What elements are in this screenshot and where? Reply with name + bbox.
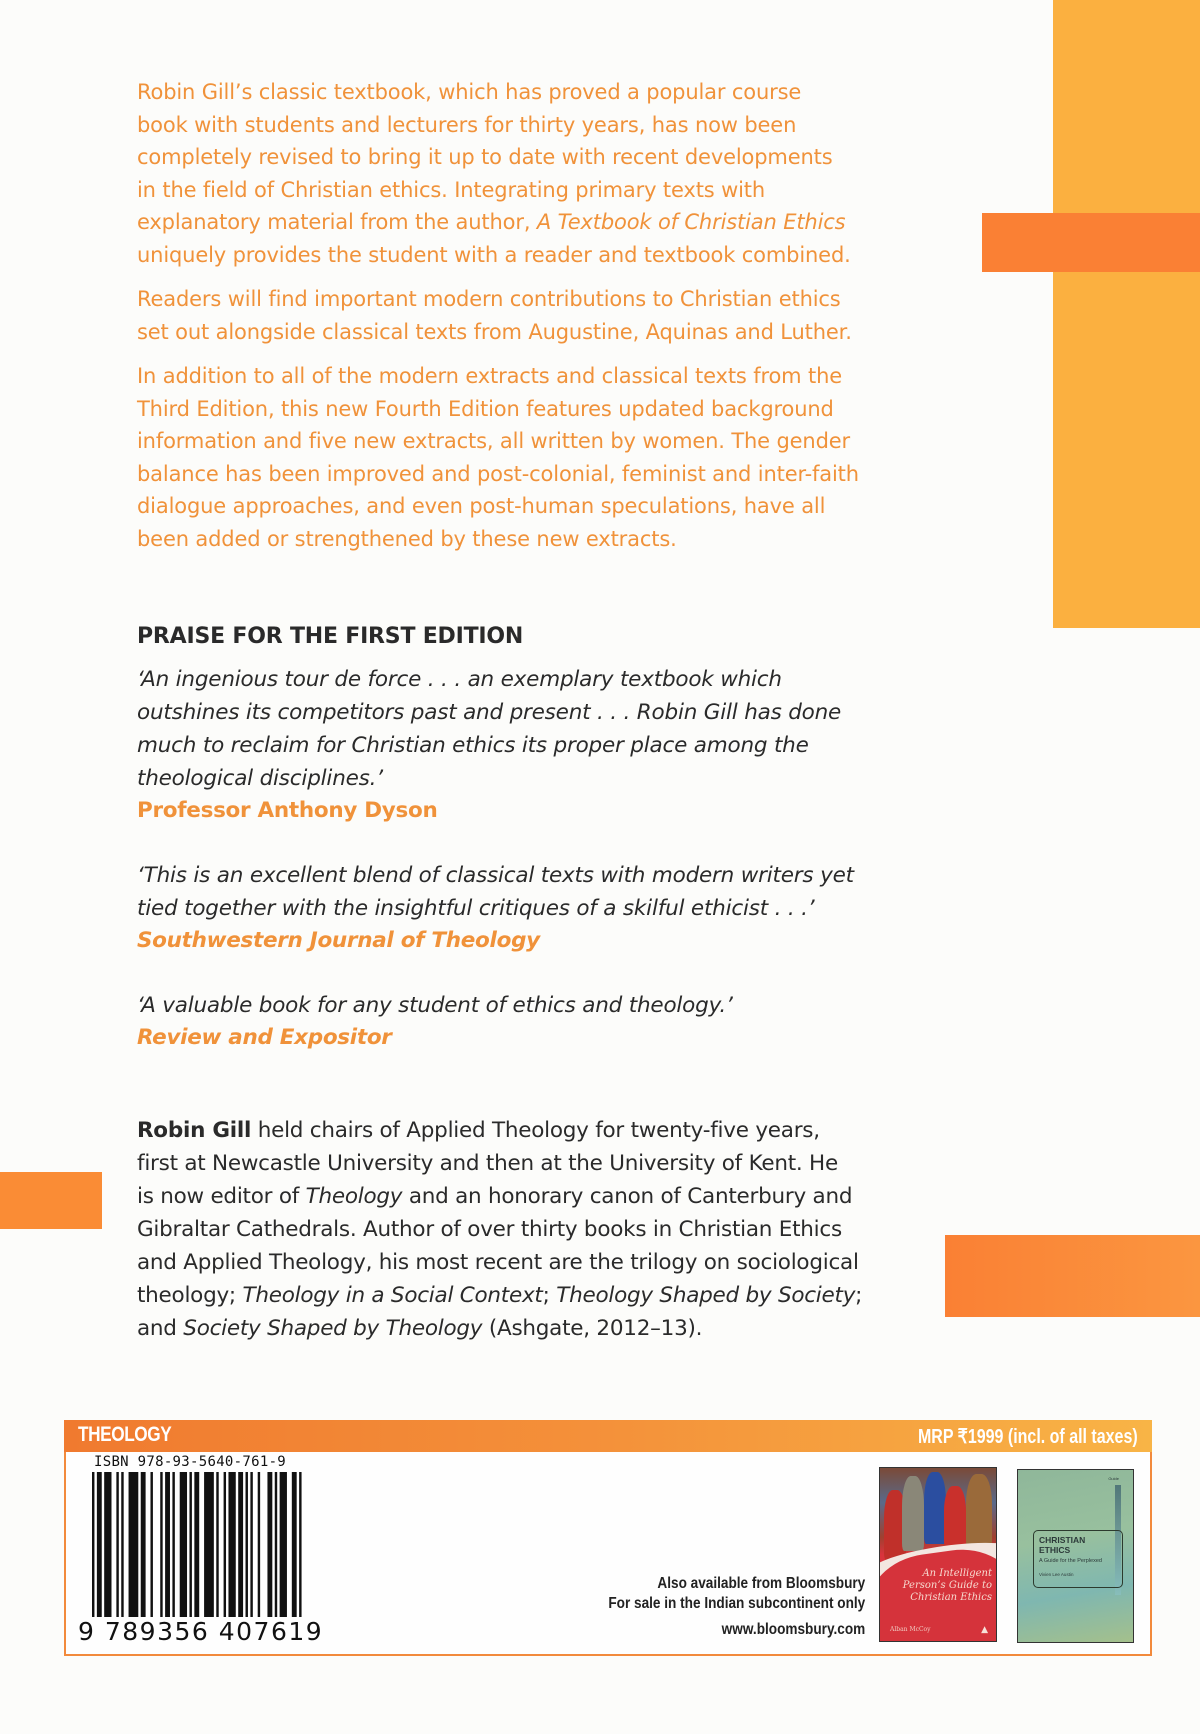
isbn-label: ISBN 978-93-5640-761-9 — [94, 1454, 287, 1470]
blurb-line: set out alongside classical texts from Augustine, Aquinas and Luther. — [137, 319, 852, 344]
review-3 — [137, 989, 937, 1054]
barcode-bar — [180, 1472, 187, 1618]
barcode-bar — [292, 1472, 297, 1618]
quote-line: tied together with the insightful critiques of a skilful ethicist . . .’ — [137, 896, 815, 921]
title-line: ETHICS — [1039, 1545, 1071, 1555]
barcode-bar — [280, 1472, 287, 1618]
review-source: Review and Expositor — [137, 1025, 392, 1050]
blurb-line: in the field of Christian ethics. Integrating primary texts with — [137, 177, 766, 202]
blurb-line: In addition to all of the modern extracts and classical texts from the — [137, 364, 843, 388]
barcode-bar — [250, 1472, 252, 1618]
book-title-italic: A Textbook of Christian Ethics — [536, 210, 846, 234]
bio-line: (Ashgate, 2012–13). — [482, 1316, 703, 1341]
review-quote — [137, 989, 937, 1022]
review-quote — [137, 859, 937, 925]
barcode-bar — [116, 1472, 118, 1618]
quote-line: ‘An ingenious tour de force . . . an exemplary textbook which — [137, 667, 782, 692]
quote-line: theological disciplines.’ — [137, 766, 383, 791]
barcode-digit-group: 407619 — [218, 1617, 324, 1646]
blurb-paragraph-3 — [137, 360, 937, 555]
barcode-bar — [299, 1472, 301, 1630]
blurb-line: uniquely provides the student with a reader and textbook combined. — [137, 242, 851, 267]
decorative-orange-bar-top — [982, 213, 1200, 272]
related-book-author: Vivien Lee Austin — [1039, 1572, 1074, 1577]
category-label: THEOLOGY — [78, 1423, 172, 1446]
review-2 — [137, 859, 937, 957]
barcode-bar — [258, 1472, 260, 1618]
barcode-bar — [165, 1472, 170, 1618]
barcode-bar — [129, 1472, 139, 1618]
barcode-bar — [141, 1472, 146, 1618]
barcode-bar — [121, 1472, 123, 1618]
author-name: Robin Gill — [137, 1118, 252, 1143]
publisher-website-link[interactable]: www.bloomsbury.com — [721, 1621, 865, 1638]
barcode-bar — [194, 1472, 199, 1618]
bio-line: first at Newcastle University and then at the University of Kent. He — [137, 1151, 838, 1176]
barcode-bar — [204, 1472, 214, 1630]
quote-line: much to reclaim for Christian ethics its proper place among the — [137, 733, 809, 758]
also-available-text: Also available from Bloomsbury — [657, 1575, 865, 1592]
decorative-orange-bar-left — [0, 1172, 102, 1229]
decorative-amber-bar — [1053, 0, 1200, 628]
blurb-paragraph-2 — [137, 283, 937, 348]
separator: ; — [855, 1283, 863, 1308]
bio-line: and Applied Theology, his most recent are the trilogy on sociological — [137, 1250, 859, 1275]
barcode-bar — [92, 1472, 94, 1630]
decorative-orange-bar-right — [945, 1235, 1200, 1317]
cover-title-box — [1033, 1530, 1123, 1588]
review-source: Professor Anthony Dyson — [137, 798, 438, 823]
blurb-line: explanatory material from the author, — [137, 210, 537, 234]
barcode-bar — [275, 1472, 277, 1618]
journal-title-italic: Theology — [305, 1184, 403, 1209]
price-label: MRP ₹1999 (incl. of all taxes) — [918, 1426, 1138, 1448]
author-bio-text — [137, 1114, 937, 1345]
blurb-line: completely revised to bring it up to date with recent developments — [137, 145, 833, 169]
barcode-bar — [246, 1472, 248, 1618]
quote-line: ‘This is an excellent blend of classical texts with modern writers yet — [137, 863, 854, 888]
barcode-icon — [92, 1472, 304, 1630]
series-label: Guide — [1108, 1476, 1119, 1481]
blurb-paragraph-1 — [137, 76, 937, 271]
praise-section — [137, 624, 937, 1086]
related-book-subtitle: A Guide for the Perplexed — [1039, 1558, 1102, 1564]
related-book-cover-2 — [1017, 1469, 1134, 1643]
quote-line: outshines its competitors past and present . . . Robin Gill has done — [137, 700, 842, 725]
blurb-line: dialogue approaches, and even post-human speculations, have all — [137, 494, 826, 518]
bio-line: and an honorary canon of Canterbury and — [402, 1184, 853, 1209]
barcode-digit-group: 789356 — [104, 1617, 210, 1646]
cover-illustration — [924, 1472, 946, 1544]
related-book-cover-1 — [879, 1467, 997, 1642]
bio-line: Gibraltar Cathedrals. Author of over thirty books in Christian Ethics — [137, 1217, 842, 1242]
blurb-line: Readers will find important modern contributions to Christian ethics — [137, 287, 841, 311]
barcode-bar — [97, 1472, 102, 1630]
blurb-line: been added or strengthened by these new extracts. — [137, 526, 677, 551]
banner-header — [64, 1420, 1152, 1452]
blurb-line: Robin Gill’s classic textbook, which has proved a popular course — [137, 80, 802, 104]
sale-region-text: For sale in the Indian subcontinent only — [608, 1595, 865, 1612]
blurb-line: Third Edition, this new Fourth Edition features updated background — [137, 396, 834, 421]
barcode-bar — [172, 1472, 174, 1618]
title-line: CHRISTIAN — [1039, 1535, 1086, 1545]
availability-note — [608, 1574, 865, 1640]
bio-line: and — [137, 1316, 184, 1341]
title-line: An Intelligent — [922, 1568, 992, 1579]
barcode-bar — [267, 1472, 272, 1618]
related-book-author: Alban McCoy — [890, 1626, 931, 1633]
barcode-bar — [224, 1472, 226, 1618]
book-title-italic: Theology Shaped by Society — [556, 1283, 856, 1308]
barcode-digit-first: 9 — [78, 1617, 96, 1646]
barcode-bar — [228, 1472, 235, 1618]
cover-illustration — [966, 1474, 992, 1548]
barcode-bar — [160, 1472, 162, 1618]
barcode-digits — [76, 1617, 325, 1646]
book-title-italic: Theology in a Social Context — [242, 1283, 543, 1308]
blurb-line: book with students and lecturers for thirty years, has now been — [137, 112, 797, 137]
barcode-bar — [216, 1472, 218, 1618]
blurb-line: information and five new extracts, all written by women. The gender — [137, 429, 851, 453]
cover-illustration — [944, 1486, 966, 1548]
related-book-title — [1039, 1535, 1117, 1555]
bio-line: theology; — [137, 1283, 243, 1308]
title-line: Christian Ethics — [910, 1592, 992, 1603]
praise-heading: PRAISE FOR THE FIRST EDITION — [137, 624, 524, 649]
barcode-bar — [238, 1472, 243, 1618]
book-title-italic: Society Shaped by Theology — [183, 1316, 483, 1341]
bio-line: held chairs of Applied Theology for twenty-five years, — [251, 1118, 820, 1143]
separator: ; — [542, 1283, 557, 1308]
barcode-bar — [104, 1472, 111, 1618]
publisher-logo-icon: ▲ — [981, 1625, 988, 1635]
related-book-title — [884, 1568, 992, 1604]
bio-line: is now editor of — [137, 1184, 306, 1209]
review-source: Southwestern Journal of Theology — [137, 928, 540, 953]
author-bio — [137, 1114, 937, 1345]
barcode-bar — [189, 1472, 191, 1618]
cover-illustration — [902, 1476, 924, 1551]
book-blurb — [137, 76, 937, 555]
blurb-line: balance has been improved and post-colonial, feminist and inter-faith — [137, 461, 859, 486]
review-1 — [137, 663, 937, 827]
review-quote — [137, 663, 937, 795]
barcode-bar — [150, 1472, 152, 1618]
quote-line: ‘A valuable book for any student of ethics and theology.’ — [137, 993, 733, 1018]
title-line: Person’s Guide to — [902, 1580, 992, 1591]
